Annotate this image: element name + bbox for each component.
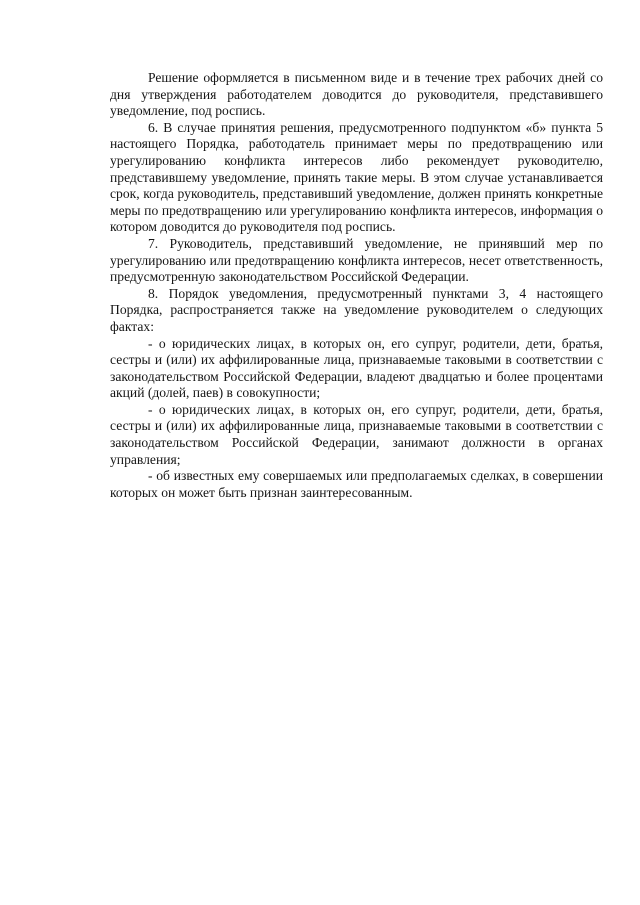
list-item-transactions: - об известных ему совершаемых или предполагаемых сделках, в совершении которых он может быть признан заинтересованным. xyxy=(110,468,603,500)
list-item-shareholdings: - о юридических лицах, в которых он, его супруг, родители, дети, братья, сестры и (или) их аффилированные лица, признаваемые таковыми в соответствии с законодательством Российской Федерации, владеют двадцатью и более процентами акций (долей, паев) в совокупности; xyxy=(110,335,603,401)
paragraph-item-6: 6. В случае принятия решения, предусмотренного подпунктом «б» пункта 5 настоящего Порядка, работодатель принимает меры по предотвращению или урегулированию конфликта интересов либо рекомендует руководителю, представившему уведомление, принять такие меры. В этом случае устанавливается срок, когда руководитель, представивший уведомление, должен принять конкретные меры по предотвращению или урегулированию конфликта интересов, информация о котором доводится до руководителя под роспись. xyxy=(110,119,603,235)
paragraph-item-8: 8. Порядок уведомления, предусмотренный пунктами 3, 4 настоящего Порядка, распространяется также на уведомление руководителем о следующих фактах: xyxy=(110,285,603,334)
list-item-management-positions: - о юридических лицах, в которых он, его супруг, родители, дети, братья, сестры и (или) их аффилированные лица, признаваемые таковыми в соответствии с законодательством Российской Федерации, занимают должности в органах управления; xyxy=(110,401,603,467)
paragraph-decision-notice: Решение оформляется в письменном виде и в течение трех рабочих дней со дня утверждения работодателем доводится до руководителя, представившего уведомление, под роспись. xyxy=(110,70,603,119)
document-body xyxy=(110,70,603,501)
paragraph-item-7: 7. Руководитель, представивший уведомление, не принявший мер по урегулированию или предотвращению конфликта интересов, несет ответственность, предусмотренную законодательством Российской Федерации. xyxy=(110,235,603,285)
